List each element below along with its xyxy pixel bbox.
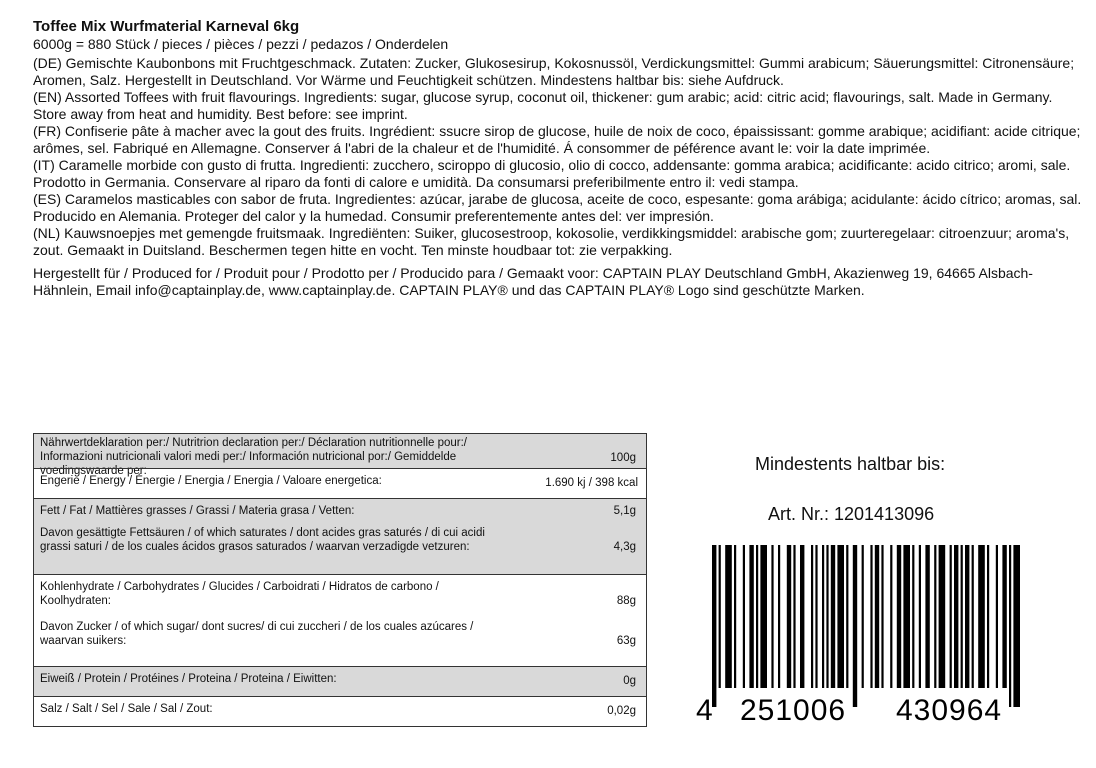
salt-value: 0,02g [607, 705, 636, 717]
description-fr: (FR) Confiserie pâte à macher avec la gout des fruits. Ingrédient: ssucre sirop de glucose, huile de noix de coco, épaississant: gomme arabique; acidifiant: acide citrique; arômes, sel. Fabriqué en Allemagne. Conserver á l'abri de la chaleur et de l'humidité. Á consommer de péférence avant le: voir la date imprimée. [33, 123, 1081, 156]
barcode-bar [734, 545, 736, 688]
barcode-bar [793, 545, 795, 688]
energy-label: Engerie / Energy / Énergie / Energia / Energia / Valoare energetica: [40, 475, 382, 487]
barcode-group-1: 251006 [740, 694, 847, 725]
description-en: (EN) Assorted Toffees with fruit flavourings. Ingredients: sugar, glucose syrup, coconut oil, thickener: gum arabic; acid: citric acid; flavourings, salt. Made in Germany. Store away from heat and humidity. Best before: see imprint. [33, 89, 1053, 122]
nutrition-salt-row [34, 696, 646, 726]
salt-label: Salz / Salt / Sel / Sale / Sal / Zout: [40, 703, 213, 715]
saturates-label: Davon gesättigte Fettsäuren / of which saturates / dont acides gras saturés / di cui acidi grassi saturi / de los cuales ácidos grasos saturados / waarvan verzadigde vetzuren: [40, 527, 485, 553]
article-number: Art. Nr.: 1201413096 [768, 504, 935, 524]
fat-value: 5,1g [613, 505, 636, 517]
protein-label: Eiweiß / Protein / Protéines / Proteina / Proteina / Eiwitten: [40, 673, 337, 685]
barcode-bar [978, 545, 985, 688]
barcode-bar [890, 545, 892, 688]
carbohydrates-label: Kohlenhydrate / Carbohydrates / Glucides / Carboidrati / Hidratos de carbono / Koolhydraten: [40, 581, 439, 607]
barcode-bar [811, 545, 813, 688]
barcode-bar [778, 545, 780, 688]
nutrition-table [33, 433, 647, 727]
barcode-bar [1002, 545, 1006, 688]
barcode-bar [925, 545, 929, 688]
barcode-bar [756, 545, 758, 688]
barcode-bar [822, 545, 824, 688]
description-it: (IT) Caramelle morbide con gusto di frutta. Ingredienti: zucchero, sciroppo di glucosio, olio di cocco, addensante: gomma arabica; acidificante: acido citrico; aromi, sale. Prodotto in Germania. Conservare al riparo da fonti di calore e umidità. Da consumarsi preferibilmente entro il: vedi stampa. [33, 157, 1071, 190]
description-es: (ES) Caramelos masticables con sabor de fruta. Ingredientes: azúcar, jarabe de glucosa, aceite de coco, espesante: goma arábiga; acidulante: ácido cítrico; aromas, sal. Producido en Alemania. Proteger del calor y la humedad. Consumir preferentemente antes del: ver impresión. [33, 191, 1082, 224]
barcode-bar [939, 545, 946, 688]
barcode-bar [903, 545, 910, 688]
barcode-bars [712, 545, 1020, 707]
description-de: (DE) Gemischte Kaubonbons mit Fruchtgeschmack. Zutaten: Zucker, Glukosesirup, Kokosnussöl, Verdickungsmittel: Gummi arabicum; Säuerungsmittel: Citronensäure; Aromen, Salz. Hergestellt in Deutschland. Vor Wärme und Feuchtigkeit schützen. Mindestens haltbar bis: siehe Aufdruck. [33, 55, 1075, 88]
barcode-bar [1009, 545, 1011, 707]
barcode-bar [897, 545, 901, 688]
nutrition-header-label: Nährwertdeklaration per:/ Nutritrion declaration per:/ Déclaration nutritionnelle pour:/ Informazioni nutricionali valori medi per:/ Información nutricional por:/ Gemiddelde voedingswaarde per: [40, 437, 467, 477]
product-descriptions [33, 55, 1083, 259]
best-before-label: Mindestents haltbar bis: [755, 454, 946, 474]
barcode-bar [950, 545, 952, 688]
nutrition-header-value: 100g [610, 452, 636, 464]
product-quantity: 6000g = 880 Stück / pieces / pièces / pezzi / pedazos / Onderdelen [33, 36, 449, 52]
description-nl: (NL) Kauwsnoepjes met gemengde fruitsmaak. Ingrediënten: Suiker, glucosestroop, kokosolie, verdikkingsmiddel: arabische gom; zuurteregelaar: citroenzuur; aroma's, zout. Gemaakt in Duitsland. Beschermen tegen hitte en vocht. Ten minste houdbaar tot: zie verpakking. [33, 225, 1070, 258]
barcode-bar [743, 545, 745, 688]
barcode-bar [831, 545, 835, 688]
barcode-bar [846, 545, 848, 688]
barcode-group-2: 430964 [896, 694, 1003, 725]
sugar-value: 63g [616, 635, 636, 647]
barcode-bar [712, 545, 716, 707]
barcode-bar [954, 545, 958, 688]
product-text-block [33, 18, 1083, 299]
barcode-bar [725, 545, 732, 688]
barcode-bar [826, 545, 828, 688]
barcode-bar [800, 545, 804, 688]
barcode-bar [749, 545, 753, 688]
nutrition-fat-row [34, 498, 646, 574]
protein-value: 0g [623, 675, 636, 687]
barcode-bar [771, 545, 773, 688]
barcode-bar [815, 545, 817, 688]
sugar-label: Davon Zucker / of which sugar/ dont sucres/ di cui zuccheri / de los cuales azúcares / waarvan suikers: [40, 621, 474, 647]
barcode-bar [875, 545, 879, 688]
product-title: Toffee Mix Wurfmaterial Karneval 6kg [33, 18, 300, 35]
barcode-bar [787, 545, 791, 688]
barcode-bar [972, 545, 974, 688]
barcode-bar [760, 545, 767, 688]
barcode [696, 545, 1026, 725]
barcode-bar [934, 545, 936, 688]
nutrition-carb-row [34, 574, 646, 666]
saturates-value: 4,3g [613, 541, 636, 553]
nutrition-protein-row [34, 666, 646, 696]
barcode-bar [965, 545, 969, 688]
barcode-bar [1013, 545, 1020, 707]
barcode-bar [961, 545, 963, 688]
nutrition-energy-row [34, 468, 646, 498]
barcode-bar [919, 545, 921, 688]
barcode-bar [719, 545, 721, 688]
barcode-bar [881, 545, 883, 688]
barcode-bar [987, 545, 989, 688]
nutrition-header-row [34, 434, 646, 477]
barcode-lead-digit: 4 [696, 694, 713, 725]
fat-label: Fett / Fat / Mattières grasses / Grassi / Materia grasa / Vetten: [40, 505, 355, 517]
carbohydrates-value: 88g [616, 595, 636, 607]
barcode-bar [853, 545, 857, 707]
manufacturer-info: Hergestellt für / Produced for / Produit pour / Prodotto per / Producido para / Gemaakt voor: CAPTAIN PLAY Deutschland GmbH, Akazienweg 19, 64665 Alsbach-Hähnlein, Email info@captainplay.de, www.captainplay.de. CAPTAIN PLAY® und das CAPTAIN PLAY® Logo sind geschützte Marken. [33, 265, 1033, 298]
barcode-bar [837, 545, 844, 688]
energy-value: 1.690 kj / 398 kcal [545, 477, 638, 489]
barcode-bar [912, 545, 914, 688]
barcode-bar [996, 545, 998, 688]
barcode-bar [862, 545, 864, 688]
barcode-bar [870, 545, 872, 688]
